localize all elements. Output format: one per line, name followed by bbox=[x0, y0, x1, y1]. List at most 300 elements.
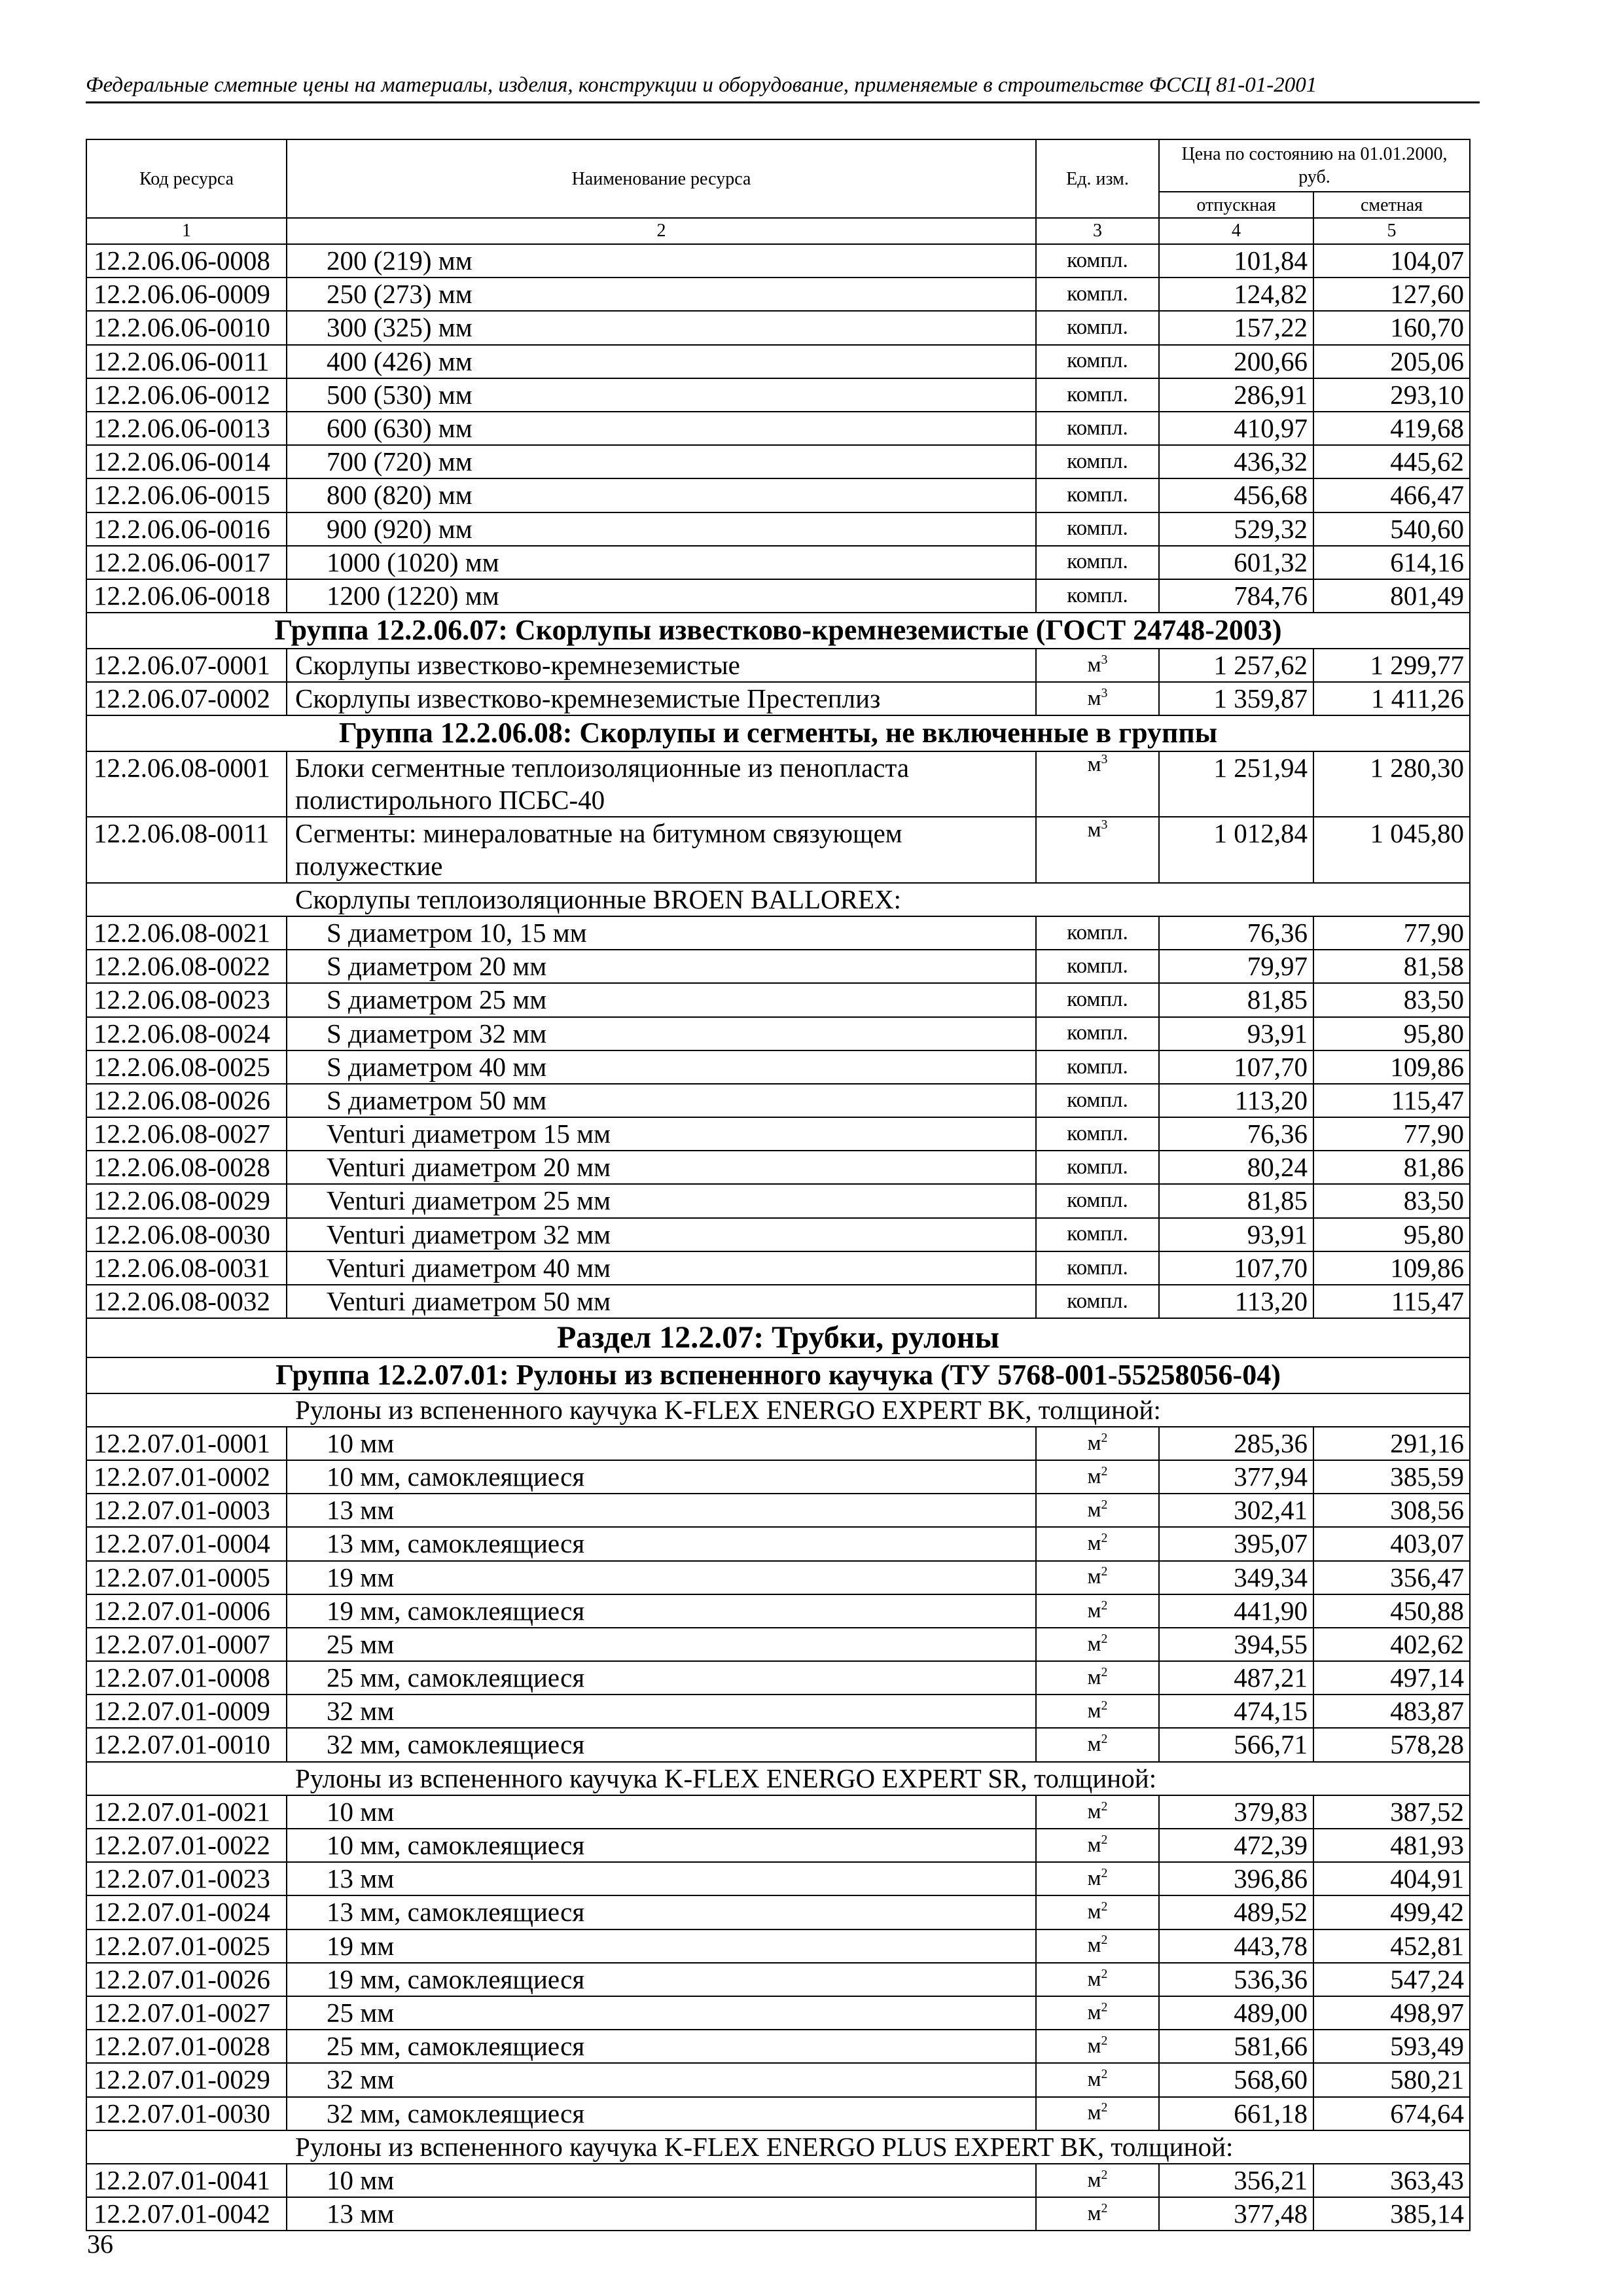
unit: м bbox=[1087, 1799, 1101, 1823]
resource-code: 12.2.07.01-0042 bbox=[86, 2197, 287, 2231]
unit-cell bbox=[1036, 2164, 1159, 2197]
resource-name: 25 мм, самоклеящиеся bbox=[287, 2030, 1036, 2063]
column-number: 4 bbox=[1159, 218, 1313, 244]
unit: компл. bbox=[1067, 516, 1128, 541]
release-price: 529,32 bbox=[1159, 512, 1313, 546]
resource-code: 12.2.06.06-0009 bbox=[86, 278, 287, 311]
estimate-price: 363,43 bbox=[1313, 2164, 1470, 2197]
unit-cell bbox=[1036, 1251, 1159, 1285]
column-number: 1 bbox=[86, 218, 287, 244]
unit: компл. bbox=[1067, 954, 1128, 978]
unit-cell bbox=[1036, 1728, 1159, 1761]
resource-code: 12.2.06.08-0023 bbox=[86, 983, 287, 1016]
release-price: 1 257,62 bbox=[1159, 649, 1313, 682]
header-name: Наименование ресурса bbox=[287, 139, 1036, 218]
release-price: 566,71 bbox=[1159, 1728, 1313, 1761]
resource-name: Venturi диаметром 15 мм bbox=[287, 1117, 1036, 1151]
table-row bbox=[86, 378, 1470, 412]
table-row bbox=[86, 1460, 1470, 1494]
resource-code: 12.2.06.06-0014 bbox=[86, 445, 287, 478]
sub-heading: Рулоны из вспененного каучука K-FLEX ENERGO EXPERT BK, толщиной: bbox=[86, 1393, 1470, 1427]
group-heading-row bbox=[86, 715, 1470, 751]
estimate-price: 127,60 bbox=[1313, 278, 1470, 311]
unit: компл. bbox=[1067, 248, 1128, 272]
resource-code: 12.2.07.01-0029 bbox=[86, 2063, 287, 2096]
resource-code: 12.2.07.01-0024 bbox=[86, 1895, 287, 1929]
resource-name: Venturi диаметром 50 мм bbox=[287, 1285, 1036, 1318]
unit-exponent: 2 bbox=[1101, 1430, 1108, 1445]
resource-name: Блоки сегментные теплоизоляционные из пенопласта полистирольного ПСБС-40 bbox=[287, 751, 1036, 817]
release-price: 157,22 bbox=[1159, 311, 1313, 344]
table-row bbox=[86, 244, 1470, 278]
estimate-price: 160,70 bbox=[1313, 311, 1470, 344]
estimate-price: 104,07 bbox=[1313, 244, 1470, 278]
resource-code: 12.2.07.01-0009 bbox=[86, 1695, 287, 1728]
price-table bbox=[86, 139, 1471, 2231]
subheading-row bbox=[86, 1393, 1470, 1427]
unit-cell bbox=[1036, 311, 1159, 344]
release-price: 377,94 bbox=[1159, 1460, 1313, 1494]
resource-name: 13 мм bbox=[287, 1862, 1036, 1895]
resource-code: 12.2.06.06-0008 bbox=[86, 244, 287, 278]
unit-exponent: 3 bbox=[1101, 652, 1108, 667]
estimate-price: 291,16 bbox=[1313, 1427, 1470, 1460]
unit-exponent: 2 bbox=[1101, 2067, 1108, 2082]
release-price: 568,60 bbox=[1159, 2063, 1313, 2096]
table-row bbox=[86, 278, 1470, 311]
resource-name: 600 (630) мм bbox=[287, 412, 1036, 445]
resource-code: 12.2.06.08-0030 bbox=[86, 1218, 287, 1251]
unit: компл. bbox=[1067, 1155, 1128, 1179]
table-row bbox=[86, 2097, 1470, 2130]
unit: компл. bbox=[1067, 315, 1128, 340]
unit: м bbox=[1087, 2000, 1101, 2024]
table-body bbox=[86, 244, 1470, 2231]
table-row bbox=[86, 1050, 1470, 1084]
table-row bbox=[86, 2164, 1470, 2197]
unit-cell bbox=[1036, 1695, 1159, 1728]
resource-name: Скорлупы известково-кремнеземистые Престеплиз bbox=[287, 682, 1036, 715]
unit: м bbox=[1087, 1565, 1101, 1589]
table-row bbox=[86, 1218, 1470, 1251]
unit-cell bbox=[1036, 1117, 1159, 1151]
estimate-price: 83,50 bbox=[1313, 1184, 1470, 1217]
header-estimate-price: сметная bbox=[1313, 192, 1470, 218]
table-row bbox=[86, 1151, 1470, 1184]
resource-name: 13 мм, самоклеящиеся bbox=[287, 1895, 1036, 1929]
resource-code: 12.2.07.01-0008 bbox=[86, 1661, 287, 1695]
unit-cell bbox=[1036, 478, 1159, 512]
unit: м bbox=[1087, 1699, 1101, 1723]
resource-name: Скорлупы известково-кремнеземистые bbox=[287, 649, 1036, 682]
unit-exponent: 2 bbox=[1101, 1598, 1108, 1613]
release-price: 474,15 bbox=[1159, 1695, 1313, 1728]
resource-code: 12.2.07.01-0022 bbox=[86, 1829, 287, 1862]
resource-code: 12.2.07.01-0002 bbox=[86, 1460, 287, 1494]
release-price: 1 012,84 bbox=[1159, 817, 1313, 882]
sub-heading: Рулоны из вспененного каучука K-FLEX ENERGO PLUS EXPERT BK, толщиной: bbox=[86, 2130, 1470, 2164]
resource-name: 1000 (1020) мм bbox=[287, 546, 1036, 579]
estimate-price: 81,58 bbox=[1313, 950, 1470, 983]
release-price: 601,32 bbox=[1159, 546, 1313, 579]
unit-cell bbox=[1036, 244, 1159, 278]
unit-exponent: 3 bbox=[1101, 752, 1108, 767]
estimate-price: 540,60 bbox=[1313, 512, 1470, 546]
resource-code: 12.2.06.08-0032 bbox=[86, 1285, 287, 1318]
unit-exponent: 3 bbox=[1101, 817, 1108, 833]
table-row bbox=[86, 345, 1470, 378]
unit: м bbox=[1087, 1532, 1101, 1556]
resource-name: 19 мм bbox=[287, 1929, 1036, 1963]
estimate-price: 593,49 bbox=[1313, 2030, 1470, 2063]
table-row bbox=[86, 1184, 1470, 1217]
unit: м bbox=[1087, 1665, 1101, 1689]
table-row bbox=[86, 1017, 1470, 1050]
unit: м bbox=[1087, 1464, 1101, 1488]
table-row bbox=[86, 546, 1470, 579]
unit: компл. bbox=[1067, 483, 1128, 507]
resource-code: 12.2.06.08-0026 bbox=[86, 1084, 287, 1117]
table-row bbox=[86, 311, 1470, 344]
resource-code: 12.2.07.01-0028 bbox=[86, 2030, 287, 2063]
resource-name: S диаметром 50 мм bbox=[287, 1084, 1036, 1117]
unit-cell bbox=[1036, 378, 1159, 412]
unit: м bbox=[1087, 818, 1101, 842]
unit: м bbox=[1087, 2068, 1101, 2092]
unit-exponent: 2 bbox=[1101, 1933, 1108, 1948]
resource-name: 32 мм, самоклеящиеся bbox=[287, 2097, 1036, 2130]
resource-name: 10 мм, самоклеящиеся bbox=[287, 1460, 1036, 1494]
release-price: 80,24 bbox=[1159, 1151, 1313, 1184]
unit-cell bbox=[1036, 1050, 1159, 1084]
resource-code: 12.2.07.01-0007 bbox=[86, 1628, 287, 1661]
resource-name: 13 мм bbox=[287, 2197, 1036, 2231]
release-price: 81,85 bbox=[1159, 983, 1313, 1016]
resource-code: 12.2.06.08-0031 bbox=[86, 1251, 287, 1285]
estimate-price: 578,28 bbox=[1313, 1728, 1470, 1761]
estimate-price: 308,56 bbox=[1313, 1494, 1470, 1527]
unit-cell bbox=[1036, 1628, 1159, 1661]
table-row bbox=[86, 1427, 1470, 1460]
resource-code: 12.2.07.01-0001 bbox=[86, 1427, 287, 1460]
estimate-price: 614,16 bbox=[1313, 546, 1470, 579]
unit-exponent: 2 bbox=[1101, 2000, 1108, 2015]
unit-exponent: 2 bbox=[1101, 2200, 1108, 2215]
unit: м bbox=[1087, 1431, 1101, 1455]
subheading-row bbox=[86, 883, 1470, 916]
unit-cell bbox=[1036, 751, 1159, 817]
estimate-price: 801,49 bbox=[1313, 579, 1470, 613]
unit: м bbox=[1087, 1967, 1101, 1991]
table-row bbox=[86, 1285, 1470, 1318]
resource-code: 12.2.07.01-0023 bbox=[86, 1862, 287, 1895]
estimate-price: 497,14 bbox=[1313, 1661, 1470, 1695]
estimate-price: 115,47 bbox=[1313, 1084, 1470, 1117]
unit: компл. bbox=[1067, 349, 1128, 373]
unit-exponent: 2 bbox=[1101, 1698, 1108, 1713]
resource-name: 13 мм, самоклеящиеся bbox=[287, 1527, 1036, 1560]
unit: компл. bbox=[1067, 1189, 1128, 1213]
release-price: 441,90 bbox=[1159, 1594, 1313, 1628]
resource-name: 32 мм bbox=[287, 1695, 1036, 1728]
resource-code: 12.2.06.06-0010 bbox=[86, 311, 287, 344]
release-price: 487,21 bbox=[1159, 1661, 1313, 1695]
unit-cell bbox=[1036, 1594, 1159, 1628]
unit-cell bbox=[1036, 682, 1159, 715]
estimate-price: 466,47 bbox=[1313, 478, 1470, 512]
release-price: 395,07 bbox=[1159, 1527, 1313, 1560]
unit-cell bbox=[1036, 1527, 1159, 1560]
unit: компл. bbox=[1067, 550, 1128, 574]
release-price: 285,36 bbox=[1159, 1427, 1313, 1460]
group-heading: Группа 12.2.07.01: Рулоны из вспененного каучука (ТУ 5768-001-55258056-04) bbox=[86, 1357, 1470, 1393]
estimate-price: 402,62 bbox=[1313, 1628, 1470, 1661]
resource-code: 12.2.07.01-0010 bbox=[86, 1728, 287, 1761]
resource-name: 700 (720) мм bbox=[287, 445, 1036, 478]
unit-exponent: 2 bbox=[1101, 1531, 1108, 1546]
resource-code: 12.2.06.06-0015 bbox=[86, 478, 287, 512]
table-row bbox=[86, 1996, 1470, 2030]
unit: компл. bbox=[1067, 988, 1128, 1012]
unit-cell bbox=[1036, 649, 1159, 682]
estimate-price: 81,86 bbox=[1313, 1151, 1470, 1184]
group-heading-row bbox=[86, 613, 1470, 649]
unit: м bbox=[1087, 1732, 1101, 1757]
resource-name: Venturi диаметром 20 мм bbox=[287, 1151, 1036, 1184]
unit: м bbox=[1087, 1867, 1101, 1891]
resource-name: 10 мм bbox=[287, 2164, 1036, 2197]
unit-exponent: 2 bbox=[1101, 1732, 1108, 1747]
section-heading: Раздел 12.2.07: Трубки, рулоны bbox=[86, 1318, 1470, 1357]
resource-name: 25 мм bbox=[287, 1628, 1036, 1661]
table-row bbox=[86, 1862, 1470, 1895]
release-price: 81,85 bbox=[1159, 1184, 1313, 1217]
unit: компл. bbox=[1067, 1121, 1128, 1145]
unit: м bbox=[1087, 2168, 1101, 2192]
column-number: 2 bbox=[287, 218, 1036, 244]
estimate-price: 385,14 bbox=[1313, 2197, 1470, 2231]
unit: м bbox=[1087, 753, 1101, 777]
unit: компл. bbox=[1067, 449, 1128, 473]
unit: компл. bbox=[1067, 1289, 1128, 1313]
resource-name: Venturi диаметром 40 мм bbox=[287, 1251, 1036, 1285]
resource-code: 12.2.06.08-0025 bbox=[86, 1050, 287, 1084]
unit-cell bbox=[1036, 579, 1159, 613]
unit-cell bbox=[1036, 1218, 1159, 1251]
unit-exponent: 2 bbox=[1101, 1497, 1108, 1512]
unit-cell bbox=[1036, 916, 1159, 950]
sub-heading: Рулоны из вспененного каучука K-FLEX ENERGO EXPERT SR, толщиной: bbox=[86, 1762, 1470, 1795]
estimate-price: 1 299,77 bbox=[1313, 649, 1470, 682]
unit-cell bbox=[1036, 1829, 1159, 1862]
subheading-row bbox=[86, 1762, 1470, 1795]
estimate-price: 385,59 bbox=[1313, 1460, 1470, 1494]
table-row bbox=[86, 412, 1470, 445]
resource-name: Сегменты: минераловатные на битумном связующем полужесткие bbox=[287, 817, 1036, 882]
unit-cell bbox=[1036, 1795, 1159, 1829]
resource-code: 12.2.06.06-0017 bbox=[86, 546, 287, 579]
unit-exponent: 2 bbox=[1101, 2100, 1108, 2115]
release-price: 124,82 bbox=[1159, 278, 1313, 311]
resource-name: S диаметром 32 мм bbox=[287, 1017, 1036, 1050]
release-price: 79,97 bbox=[1159, 950, 1313, 983]
resource-code: 12.2.06.06-0013 bbox=[86, 412, 287, 445]
resource-name: 300 (325) мм bbox=[287, 311, 1036, 344]
release-price: 436,32 bbox=[1159, 445, 1313, 478]
release-price: 489,52 bbox=[1159, 1895, 1313, 1929]
release-price: 107,70 bbox=[1159, 1251, 1313, 1285]
release-price: 661,18 bbox=[1159, 2097, 1313, 2130]
resource-name: 13 мм bbox=[287, 1494, 1036, 1527]
resource-code: 12.2.06.08-0028 bbox=[86, 1151, 287, 1184]
estimate-price: 498,97 bbox=[1313, 1996, 1470, 2030]
resource-name: 500 (530) мм bbox=[287, 378, 1036, 412]
header-release-price: отпускная bbox=[1159, 192, 1313, 218]
table-row bbox=[86, 2063, 1470, 2096]
unit-cell bbox=[1036, 1285, 1159, 1318]
resource-name: 800 (820) мм bbox=[287, 478, 1036, 512]
resource-code: 12.2.06.08-0021 bbox=[86, 916, 287, 950]
estimate-price: 580,21 bbox=[1313, 2063, 1470, 2096]
estimate-price: 547,24 bbox=[1313, 1963, 1470, 1996]
table-row bbox=[86, 916, 1470, 950]
unit-cell bbox=[1036, 2030, 1159, 2063]
unit-exponent: 2 bbox=[1101, 1832, 1108, 1847]
table-row bbox=[86, 1695, 1470, 1728]
release-price: 93,91 bbox=[1159, 1017, 1313, 1050]
estimate-price: 483,87 bbox=[1313, 1695, 1470, 1728]
resource-name: 25 мм, самоклеящиеся bbox=[287, 1661, 1036, 1695]
unit-cell bbox=[1036, 1084, 1159, 1117]
resource-name: 10 мм, самоклеящиеся bbox=[287, 1829, 1036, 1862]
unit-cell bbox=[1036, 546, 1159, 579]
resource-code: 12.2.07.01-0003 bbox=[86, 1494, 287, 1527]
unit-cell bbox=[1036, 1862, 1159, 1895]
estimate-price: 481,93 bbox=[1313, 1829, 1470, 1862]
unit: компл. bbox=[1067, 382, 1128, 406]
estimate-price: 109,86 bbox=[1313, 1251, 1470, 1285]
resource-name: 10 мм bbox=[287, 1795, 1036, 1829]
table-row bbox=[86, 1661, 1470, 1695]
release-price: 784,76 bbox=[1159, 579, 1313, 613]
table-row bbox=[86, 682, 1470, 715]
resource-code: 12.2.06.06-0011 bbox=[86, 345, 287, 378]
table-row bbox=[86, 512, 1470, 546]
unit: компл. bbox=[1067, 1255, 1128, 1280]
unit-exponent: 2 bbox=[1101, 2033, 1108, 2048]
resource-code: 12.2.06.08-0029 bbox=[86, 1184, 287, 1217]
resource-code: 12.2.07.01-0006 bbox=[86, 1594, 287, 1628]
unit-cell bbox=[1036, 1494, 1159, 1527]
release-price: 377,48 bbox=[1159, 2197, 1313, 2231]
unit-cell bbox=[1036, 1929, 1159, 1963]
unit-cell bbox=[1036, 1963, 1159, 1996]
resource-name: 1200 (1220) мм bbox=[287, 579, 1036, 613]
table-row bbox=[86, 445, 1470, 478]
release-price: 1 359,87 bbox=[1159, 682, 1313, 715]
resource-code: 12.2.07.01-0025 bbox=[86, 1929, 287, 1963]
resource-name: S диаметром 25 мм bbox=[287, 983, 1036, 1016]
table-row bbox=[86, 649, 1470, 682]
release-price: 379,83 bbox=[1159, 1795, 1313, 1829]
release-price: 536,36 bbox=[1159, 1963, 1313, 1996]
release-price: 101,84 bbox=[1159, 244, 1313, 278]
unit-exponent: 2 bbox=[1101, 1564, 1108, 1579]
resource-name: 10 мм bbox=[287, 1427, 1036, 1460]
table-row bbox=[86, 950, 1470, 983]
resource-name: Venturi диаметром 32 мм bbox=[287, 1218, 1036, 1251]
estimate-price: 95,80 bbox=[1313, 1218, 1470, 1251]
estimate-price: 109,86 bbox=[1313, 1050, 1470, 1084]
release-price: 472,39 bbox=[1159, 1829, 1313, 1862]
resource-name: 32 мм, самоклеящиеся bbox=[287, 1728, 1036, 1761]
estimate-price: 115,47 bbox=[1313, 1285, 1470, 1318]
resource-code: 12.2.06.08-0011 bbox=[86, 817, 287, 882]
resource-code: 12.2.07.01-0004 bbox=[86, 1527, 287, 1560]
resource-name: 400 (426) мм bbox=[287, 345, 1036, 378]
unit: м bbox=[1087, 1900, 1101, 1924]
unit-cell bbox=[1036, 1561, 1159, 1594]
table-row bbox=[86, 2197, 1470, 2231]
unit-cell bbox=[1036, 1017, 1159, 1050]
table-row bbox=[86, 1594, 1470, 1628]
release-price: 113,20 bbox=[1159, 1285, 1313, 1318]
release-price: 349,34 bbox=[1159, 1561, 1313, 1594]
resource-code: 12.2.06.08-0001 bbox=[86, 751, 287, 817]
unit-exponent: 2 bbox=[1101, 1966, 1108, 1981]
estimate-price: 403,07 bbox=[1313, 1527, 1470, 1560]
resource-name: 250 (273) мм bbox=[287, 278, 1036, 311]
unit: м bbox=[1087, 686, 1101, 710]
unit: компл. bbox=[1067, 1088, 1128, 1112]
unit-exponent: 2 bbox=[1101, 1899, 1108, 1914]
unit-cell bbox=[1036, 983, 1159, 1016]
unit: м bbox=[1087, 1498, 1101, 1522]
unit-cell bbox=[1036, 1460, 1159, 1494]
release-price: 489,00 bbox=[1159, 1996, 1313, 2030]
estimate-price: 356,47 bbox=[1313, 1561, 1470, 1594]
unit: компл. bbox=[1067, 1222, 1128, 1246]
table-row bbox=[86, 1561, 1470, 1594]
estimate-price: 205,06 bbox=[1313, 345, 1470, 378]
resource-code: 12.2.06.08-0027 bbox=[86, 1117, 287, 1151]
unit-exponent: 3 bbox=[1101, 685, 1108, 700]
release-price: 302,41 bbox=[1159, 1494, 1313, 1527]
resource-name: 32 мм bbox=[287, 2063, 1036, 2096]
table-row bbox=[86, 1527, 1470, 1560]
table-row bbox=[86, 579, 1470, 613]
resource-code: 12.2.06.07-0002 bbox=[86, 682, 287, 715]
unit: компл. bbox=[1067, 1054, 1128, 1079]
resource-name: S диаметром 20 мм bbox=[287, 950, 1036, 983]
unit: м bbox=[1087, 1598, 1101, 1623]
unit-cell bbox=[1036, 512, 1159, 546]
resource-code: 12.2.06.07-0001 bbox=[86, 649, 287, 682]
table-row bbox=[86, 751, 1470, 817]
release-price: 456,68 bbox=[1159, 478, 1313, 512]
release-price: 76,36 bbox=[1159, 1117, 1313, 1151]
release-price: 76,36 bbox=[1159, 916, 1313, 950]
release-price: 107,70 bbox=[1159, 1050, 1313, 1084]
resource-name: 200 (219) мм bbox=[287, 244, 1036, 278]
estimate-price: 450,88 bbox=[1313, 1594, 1470, 1628]
unit-cell bbox=[1036, 278, 1159, 311]
unit-exponent: 2 bbox=[1101, 1664, 1108, 1679]
resource-code: 12.2.07.01-0030 bbox=[86, 2097, 287, 2130]
unit: м bbox=[1087, 1833, 1101, 1857]
estimate-price: 452,81 bbox=[1313, 1929, 1470, 1963]
table-row bbox=[86, 1117, 1470, 1151]
